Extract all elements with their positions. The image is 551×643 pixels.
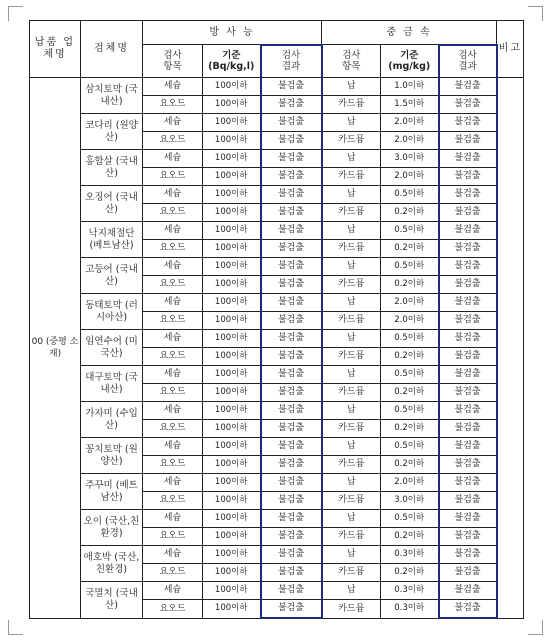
hm-standard: 0.5이하 [381, 366, 439, 384]
hm-result: 불검출 [439, 348, 497, 366]
table-row [30, 114, 524, 132]
rad-standard: 100이하 [203, 492, 261, 510]
rad-test-item: 요오드 [143, 276, 203, 294]
rad-standard: 100이하 [203, 582, 261, 600]
rad-standard: 100이하 [203, 456, 261, 474]
hm-standard: 2.0이하 [381, 132, 439, 150]
hm-test-item: 카드뮴 [322, 456, 381, 474]
rad-result: 불검출 [261, 528, 322, 546]
product-header: 검체명 [81, 21, 143, 78]
hm-test-item: 납 [322, 438, 381, 456]
rad-standard: 100이하 [203, 276, 261, 294]
hm-result: 불검출 [439, 258, 497, 276]
hm-standard: 0.5이하 [381, 222, 439, 240]
hm-standard: 0.5이하 [381, 186, 439, 204]
hm-test-item: 납 [322, 402, 381, 420]
rad-test-item: 요오드 [143, 132, 203, 150]
rad-standard: 100이하 [203, 474, 261, 492]
hm-result: 불검출 [439, 222, 497, 240]
hm-result: 불검출 [439, 114, 497, 132]
rad-result: 불검출 [261, 366, 322, 384]
hm-standard: 0.5이하 [381, 258, 439, 276]
product-name: 고등어 (국내산) [81, 258, 143, 294]
hm-test-item: 카드뮴 [322, 348, 381, 366]
rad-result: 불검출 [261, 150, 322, 168]
hm-test-item: 카드뮴 [322, 132, 381, 150]
inspection-table [29, 20, 524, 619]
rad-result: 불검출 [261, 330, 322, 348]
product-name: 주꾸미 (베트남산) [81, 474, 143, 510]
hm-standard: 1.0이하 [381, 78, 439, 96]
rad-test-item: 세슘 [143, 330, 203, 348]
rad-test-item: 요오드 [143, 312, 203, 330]
hm-standard: 0.2이하 [381, 276, 439, 294]
product-name: 임연수어 (미국산) [81, 330, 143, 366]
hm-standard: 0.2이하 [381, 564, 439, 582]
hm-result: 불검출 [439, 564, 497, 582]
rad-result: 불검출 [261, 510, 322, 528]
rad-test-item: 세슘 [143, 294, 203, 312]
hm-result: 불검출 [439, 456, 497, 474]
hm-standard: 0.2이하 [381, 456, 439, 474]
hm-result: 불검출 [439, 366, 497, 384]
rad-result-header: 검사 결과 [261, 45, 322, 78]
product-name: 오징어 (국내산) [81, 186, 143, 222]
product-name: 삼치토막 (국내산) [81, 78, 143, 114]
rad-test-item: 요오드 [143, 348, 203, 366]
rad-result: 불검출 [261, 312, 322, 330]
product-name: 오이 (국산,친환경) [81, 510, 143, 546]
rad-result: 불검출 [261, 168, 322, 186]
hm-standard: 2.0이하 [381, 312, 439, 330]
rad-result: 불검출 [261, 186, 322, 204]
hm-result: 불검출 [439, 384, 497, 402]
rad-result: 불검출 [261, 474, 322, 492]
hm-test-item: 카드뮴 [322, 168, 381, 186]
hm-result: 불검출 [439, 276, 497, 294]
rad-test-item: 세슘 [143, 582, 203, 600]
hm-test-item: 카드뮴 [322, 204, 381, 222]
rad-test-item: 요오드 [143, 420, 203, 438]
table-row [30, 474, 524, 492]
hm-result-header: 검사 결과 [439, 45, 497, 78]
remarks-header: 비고 [497, 21, 524, 78]
table-row [30, 150, 524, 168]
company-name: 00 (중평 소재) [30, 78, 81, 619]
hm-standard: 0.5이하 [381, 330, 439, 348]
hm-test-item: 카드뮴 [322, 312, 381, 330]
hm-result: 불검출 [439, 420, 497, 438]
rad-result: 불검출 [261, 546, 322, 564]
rad-result: 불검출 [261, 564, 322, 582]
rad-result: 불검출 [261, 294, 322, 312]
rad-standard: 100이하 [203, 294, 261, 312]
hm-standard: 0.2이하 [381, 240, 439, 258]
hm-test-item: 카드뮴 [322, 564, 381, 582]
product-name: 대구토막 (국내산) [81, 366, 143, 402]
rad-test-item-header: 검사 항목 [143, 45, 203, 78]
rad-standard: 100이하 [203, 150, 261, 168]
rad-standard: 100이하 [203, 528, 261, 546]
table-row [30, 402, 524, 420]
hm-test-item: 카드뮴 [322, 240, 381, 258]
rad-standard: 100이하 [203, 204, 261, 222]
hm-result: 불검출 [439, 78, 497, 96]
product-name: 코다리 (원양산) [81, 114, 143, 150]
rad-test-item: 세슘 [143, 150, 203, 168]
rad-result: 불검출 [261, 384, 322, 402]
hm-test-item: 카드뮴 [322, 96, 381, 114]
hm-standard: 0.2이하 [381, 204, 439, 222]
rad-standard: 100이하 [203, 348, 261, 366]
hm-result: 불검출 [439, 600, 497, 619]
rad-test-item: 세슘 [143, 438, 203, 456]
hm-result: 불검출 [439, 204, 497, 222]
hm-standard: 0.2이하 [381, 528, 439, 546]
rad-test-item: 요오드 [143, 168, 203, 186]
rad-result: 불검출 [261, 420, 322, 438]
hm-test-item: 납 [322, 582, 381, 600]
rad-standard: 100이하 [203, 564, 261, 582]
rad-test-item: 요오드 [143, 456, 203, 474]
rad-result: 불검출 [261, 258, 322, 276]
table-row [30, 78, 524, 96]
hm-test-item: 납 [322, 366, 381, 384]
table-row [30, 294, 524, 312]
hm-result: 불검출 [439, 168, 497, 186]
rad-standard: 100이하 [203, 546, 261, 564]
hm-test-item: 납 [322, 186, 381, 204]
rad-standard: 100이하 [203, 114, 261, 132]
page-corner-mark [528, 620, 543, 635]
hm-test-item: 납 [322, 474, 381, 492]
page-corner-mark [8, 6, 23, 21]
product-name: 홍합살 (국내산) [81, 150, 143, 186]
hm-test-item: 카드뮴 [322, 600, 381, 619]
hm-standard: 0.3이하 [381, 582, 439, 600]
rad-standard: 100이하 [203, 240, 261, 258]
rad-standard: 100이하 [203, 312, 261, 330]
hm-result: 불검출 [439, 330, 497, 348]
hm-standard: 2.0이하 [381, 168, 439, 186]
rad-result: 불검출 [261, 600, 322, 619]
rad-test-item: 세슘 [143, 258, 203, 276]
rad-result: 불검출 [261, 222, 322, 240]
hm-result: 불검출 [439, 294, 497, 312]
rad-standard: 100이하 [203, 402, 261, 420]
hm-standard: 2.0이하 [381, 294, 439, 312]
rad-test-item: 세슘 [143, 474, 203, 492]
rad-test-item: 요오드 [143, 564, 203, 582]
product-name: 국멸치 (국내산) [81, 582, 143, 619]
product-name: 동태토막 (러시아산) [81, 294, 143, 330]
rad-test-item: 세슘 [143, 222, 203, 240]
rad-standard: 100이하 [203, 600, 261, 619]
hm-test-item: 납 [322, 330, 381, 348]
rad-result: 불검출 [261, 402, 322, 420]
table-row [30, 438, 524, 456]
hm-standard-header: 기준 (mg/kg) [381, 45, 439, 78]
table-row [30, 582, 524, 600]
company-header: 납품 업체명 [30, 21, 81, 78]
rad-test-item: 요오드 [143, 492, 203, 510]
hm-test-item: 납 [322, 546, 381, 564]
table-row [30, 366, 524, 384]
hm-result: 불검출 [439, 582, 497, 600]
hm-result: 불검출 [439, 546, 497, 564]
hm-result: 불검출 [439, 96, 497, 114]
hm-result: 불검출 [439, 438, 497, 456]
rad-standard: 100이하 [203, 366, 261, 384]
rad-result: 불검출 [261, 96, 322, 114]
hm-test-item: 카드뮴 [322, 420, 381, 438]
hm-standard: 1.5이하 [381, 96, 439, 114]
hm-result: 불검출 [439, 312, 497, 330]
hm-standard: 0.5이하 [381, 402, 439, 420]
hm-standard: 3.0이하 [381, 150, 439, 168]
hm-test-item: 카드뮴 [322, 528, 381, 546]
rad-test-item: 세슘 [143, 510, 203, 528]
page-corner-mark [8, 620, 23, 635]
hm-result: 불검출 [439, 402, 497, 420]
rad-test-item: 세슘 [143, 114, 203, 132]
rad-standard: 100이하 [203, 186, 261, 204]
hm-standard: 2.0이하 [381, 474, 439, 492]
rad-result: 불검출 [261, 492, 322, 510]
rad-standard-header: 기준 (Bq/kg,l) [203, 45, 261, 78]
heavy-metal-header: 중 금 속 [322, 21, 497, 45]
hm-test-item: 납 [322, 222, 381, 240]
table-row [30, 546, 524, 564]
hm-standard: 3.0이하 [381, 492, 439, 510]
product-name: 꽁치토막 (원양산) [81, 438, 143, 474]
rad-result: 불검출 [261, 132, 322, 150]
rad-standard: 100이하 [203, 96, 261, 114]
rad-result: 불검출 [261, 204, 322, 222]
rad-standard: 100이하 [203, 420, 261, 438]
product-name: 낙지채절단 (베트남산) [81, 222, 143, 258]
hm-test-item: 납 [322, 150, 381, 168]
hm-result: 불검출 [439, 510, 497, 528]
rad-test-item: 요오드 [143, 204, 203, 222]
rad-result: 불검출 [261, 438, 322, 456]
rad-test-item: 세슘 [143, 546, 203, 564]
rad-test-item: 요오드 [143, 384, 203, 402]
hm-test-item: 카드뮴 [322, 492, 381, 510]
rad-test-item: 요오드 [143, 528, 203, 546]
table-row [30, 222, 524, 240]
hm-test-item: 카드뮴 [322, 276, 381, 294]
hm-standard: 0.3이하 [381, 546, 439, 564]
rad-standard: 100이하 [203, 132, 261, 150]
table-row [30, 186, 524, 204]
rad-standard: 100이하 [203, 510, 261, 528]
hm-result: 불검출 [439, 240, 497, 258]
rad-result: 불검출 [261, 114, 322, 132]
hm-test-item-header: 검사 항목 [322, 45, 381, 78]
rad-test-item: 세슘 [143, 78, 203, 96]
rad-test-item: 요오드 [143, 240, 203, 258]
rad-standard: 100이하 [203, 330, 261, 348]
hm-result: 불검출 [439, 132, 497, 150]
rad-test-item: 요오드 [143, 600, 203, 619]
rad-standard: 100이하 [203, 384, 261, 402]
rad-result: 불검출 [261, 348, 322, 366]
rad-result: 불검출 [261, 78, 322, 96]
rad-result: 불검출 [261, 456, 322, 474]
rad-result: 불검출 [261, 582, 322, 600]
hm-result: 불검출 [439, 186, 497, 204]
hm-result: 불검출 [439, 528, 497, 546]
hm-result: 불검출 [439, 474, 497, 492]
remarks-cell [497, 78, 524, 619]
table-row [30, 258, 524, 276]
hm-standard: 0.2이하 [381, 384, 439, 402]
hm-standard: 0.3이하 [381, 600, 439, 619]
product-name: 애호박 (국산,친환경) [81, 546, 143, 582]
rad-standard: 100이하 [203, 168, 261, 186]
hm-result: 불검출 [439, 150, 497, 168]
hm-test-item: 납 [322, 114, 381, 132]
hm-test-item: 납 [322, 510, 381, 528]
hm-standard: 2.0이하 [381, 114, 439, 132]
hm-test-item: 납 [322, 294, 381, 312]
rad-result: 불검출 [261, 276, 322, 294]
hm-test-item: 카드뮴 [322, 384, 381, 402]
rad-standard: 100이하 [203, 438, 261, 456]
table-row [30, 510, 524, 528]
hm-standard: 0.2이하 [381, 420, 439, 438]
rad-test-item: 요오드 [143, 96, 203, 114]
rad-standard: 100이하 [203, 222, 261, 240]
table-row [30, 330, 524, 348]
rad-standard: 100이하 [203, 258, 261, 276]
hm-standard: 0.2이하 [381, 348, 439, 366]
rad-standard: 100이하 [203, 78, 261, 96]
hm-standard: 0.5이하 [381, 510, 439, 528]
hm-standard: 0.5이하 [381, 438, 439, 456]
rad-test-item: 세슘 [143, 402, 203, 420]
radioactivity-header: 방 사 능 [143, 21, 322, 45]
hm-result: 불검출 [439, 492, 497, 510]
rad-test-item: 세슘 [143, 186, 203, 204]
hm-test-item: 납 [322, 258, 381, 276]
rad-test-item: 세슘 [143, 366, 203, 384]
product-name: 가자미 (수입산) [81, 402, 143, 438]
hm-test-item: 납 [322, 78, 381, 96]
page-corner-mark [528, 6, 543, 21]
rad-result: 불검출 [261, 240, 322, 258]
